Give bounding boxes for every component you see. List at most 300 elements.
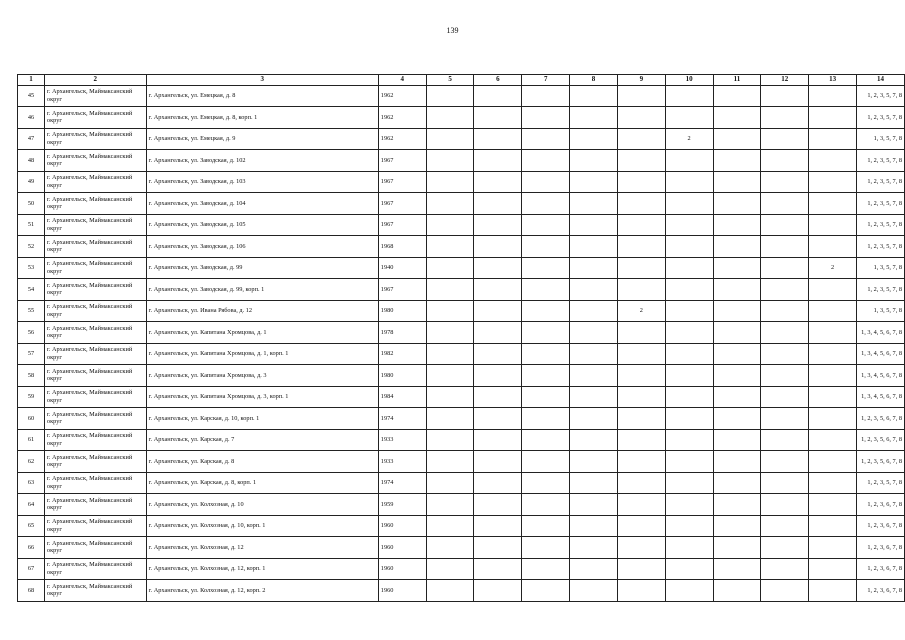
mark-cell-col-13 — [809, 343, 857, 365]
criteria-list-cell: 1, 2, 3, 5, 7, 8 — [857, 236, 905, 258]
mark-cell-col-10 — [665, 214, 713, 236]
criteria-list-cell: 1, 2, 3, 5, 7, 8 — [857, 279, 905, 301]
mark-cell-col-11 — [713, 386, 761, 408]
mark-cell-col-5 — [426, 343, 474, 365]
address-cell: г. Архангельск, ул. Заводская, д. 103 — [146, 171, 378, 193]
mark-cell-col-8 — [570, 515, 618, 537]
mark-cell-col-11 — [713, 279, 761, 301]
mark-cell-col-11 — [713, 322, 761, 344]
row-number-cell: 66 — [18, 537, 45, 559]
mark-cell-col-6 — [474, 150, 522, 172]
row-number-cell: 52 — [18, 236, 45, 258]
mark-cell-col-10 — [665, 451, 713, 473]
address-cell: г. Архангельск, ул. Колхозная, д. 10 — [146, 494, 378, 516]
row-number-cell: 60 — [18, 408, 45, 430]
table-row — [18, 279, 905, 301]
address-cell: г. Архангельск, ул. Капитана Хромцова, д. 1, корп. 1 — [146, 343, 378, 365]
mark-cell-col-12 — [761, 171, 809, 193]
mark-cell-col-9 — [617, 279, 665, 301]
mark-cell-col-7 — [522, 429, 570, 451]
year-cell: 1982 — [378, 343, 426, 365]
year-cell: 1933 — [378, 429, 426, 451]
mark-cell-col-5 — [426, 472, 474, 494]
year-cell: 1962 — [378, 128, 426, 150]
mark-cell-col-11 — [713, 85, 761, 107]
criteria-list-cell: 1, 2, 3, 5, 7, 8 — [857, 150, 905, 172]
table-row — [18, 365, 905, 387]
year-cell: 1968 — [378, 236, 426, 258]
mark-cell-col-8 — [570, 537, 618, 559]
column-header: 8 — [570, 75, 618, 86]
mark-cell-col-7 — [522, 408, 570, 430]
mark-cell-col-5 — [426, 128, 474, 150]
row-number-cell: 50 — [18, 193, 45, 215]
row-number-cell: 51 — [18, 214, 45, 236]
mark-cell-col-13 — [809, 128, 857, 150]
mark-cell-col-7 — [522, 494, 570, 516]
mark-cell-col-11 — [713, 150, 761, 172]
mark-cell-col-5 — [426, 300, 474, 322]
row-number-cell: 57 — [18, 343, 45, 365]
mark-cell-col-7 — [522, 236, 570, 258]
criteria-list-cell: 1, 2, 3, 5, 7, 8 — [857, 107, 905, 129]
mark-cell-col-6 — [474, 537, 522, 559]
mark-cell-col-6 — [474, 408, 522, 430]
mark-cell-col-12 — [761, 193, 809, 215]
column-header: 6 — [474, 75, 522, 86]
mark-cell-col-8 — [570, 558, 618, 580]
table-row — [18, 107, 905, 129]
mark-cell-col-8 — [570, 193, 618, 215]
criteria-list-cell: 1, 2, 3, 5, 7, 8 — [857, 472, 905, 494]
table-row — [18, 429, 905, 451]
mark-cell-col-10 — [665, 558, 713, 580]
mark-cell-col-7 — [522, 343, 570, 365]
mark-cell-col-10 — [665, 150, 713, 172]
mark-cell-col-6 — [474, 386, 522, 408]
district-cell: г. Архангельск, Маймаксанский округ — [44, 408, 146, 430]
mark-cell-col-12 — [761, 300, 809, 322]
mark-cell-col-7 — [522, 580, 570, 602]
row-number-cell: 68 — [18, 580, 45, 602]
address-cell: г. Архангельск, ул. Колхозная, д. 10, корп. 1 — [146, 515, 378, 537]
mark-cell-col-7 — [522, 365, 570, 387]
mark-cell-col-10 — [665, 300, 713, 322]
mark-cell-col-12 — [761, 494, 809, 516]
mark-cell-col-7 — [522, 107, 570, 129]
mark-cell-col-11 — [713, 214, 761, 236]
mark-cell-col-9 — [617, 236, 665, 258]
mark-cell-col-10 — [665, 257, 713, 279]
address-cell: г. Архангельск, ул. Колхозная, д. 12 — [146, 537, 378, 559]
mark-cell-col-10 — [665, 580, 713, 602]
district-cell: г. Архангельск, Маймаксанский округ — [44, 365, 146, 387]
table-body — [18, 85, 905, 601]
row-number-cell: 55 — [18, 300, 45, 322]
address-cell: г. Архангельск, ул. Емецкая, д. 9 — [146, 128, 378, 150]
address-cell: г. Архангельск, ул. Заводская, д. 106 — [146, 236, 378, 258]
address-cell: г. Архангельск, ул. Заводская, д. 104 — [146, 193, 378, 215]
mark-cell-col-10 — [665, 343, 713, 365]
mark-cell-col-5 — [426, 451, 474, 473]
mark-cell-col-13: 2 — [809, 257, 857, 279]
mark-cell-col-6 — [474, 472, 522, 494]
mark-cell-col-5 — [426, 236, 474, 258]
mark-cell-col-10 — [665, 279, 713, 301]
mark-cell-col-5 — [426, 580, 474, 602]
row-number-cell: 49 — [18, 171, 45, 193]
criteria-list-cell: 1, 2, 3, 5, 7, 8 — [857, 193, 905, 215]
mark-cell-col-6 — [474, 171, 522, 193]
address-cell: г. Архангельск, ул. Капитана Хромцова, д. 1 — [146, 322, 378, 344]
mark-cell-col-11 — [713, 343, 761, 365]
column-header: 4 — [378, 75, 426, 86]
table-row — [18, 386, 905, 408]
mark-cell-col-8 — [570, 279, 618, 301]
mark-cell-col-8 — [570, 494, 618, 516]
table-row — [18, 150, 905, 172]
address-cell: г. Архангельск, ул. Ивана Рябова, д. 12 — [146, 300, 378, 322]
housing-registry-table — [17, 74, 905, 602]
mark-cell-col-10 — [665, 537, 713, 559]
mark-cell-col-7 — [522, 193, 570, 215]
mark-cell-col-9 — [617, 451, 665, 473]
mark-cell-col-13 — [809, 365, 857, 387]
table-row — [18, 322, 905, 344]
table-row — [18, 580, 905, 602]
row-number-cell: 59 — [18, 386, 45, 408]
district-cell: г. Архангельск, Маймаксанский округ — [44, 322, 146, 344]
table-row — [18, 537, 905, 559]
year-cell: 1933 — [378, 451, 426, 473]
year-cell: 1974 — [378, 472, 426, 494]
mark-cell-col-12 — [761, 472, 809, 494]
mark-cell-col-9 — [617, 193, 665, 215]
mark-cell-col-10 — [665, 171, 713, 193]
mark-cell-col-7 — [522, 558, 570, 580]
mark-cell-col-12 — [761, 214, 809, 236]
mark-cell-col-8 — [570, 107, 618, 129]
criteria-list-cell: 1, 2, 3, 5, 7, 8 — [857, 85, 905, 107]
district-cell: г. Архангельск, Маймаксанский округ — [44, 214, 146, 236]
mark-cell-col-9 — [617, 580, 665, 602]
mark-cell-col-11 — [713, 494, 761, 516]
address-cell: г. Архангельск, ул. Заводская, д. 99, корп. 1 — [146, 279, 378, 301]
mark-cell-col-12 — [761, 107, 809, 129]
table-row — [18, 214, 905, 236]
mark-cell-col-11 — [713, 408, 761, 430]
mark-cell-col-13 — [809, 386, 857, 408]
column-header: 2 — [44, 75, 146, 86]
mark-cell-col-9 — [617, 408, 665, 430]
district-cell: г. Архангельск, Маймаксанский округ — [44, 300, 146, 322]
address-cell: г. Архангельск, ул. Карская, д. 7 — [146, 429, 378, 451]
mark-cell-col-8 — [570, 128, 618, 150]
mark-cell-col-13 — [809, 515, 857, 537]
mark-cell-col-8 — [570, 171, 618, 193]
mark-cell-col-13 — [809, 580, 857, 602]
mark-cell-col-9 — [617, 150, 665, 172]
mark-cell-col-9 — [617, 128, 665, 150]
mark-cell-col-10 — [665, 365, 713, 387]
mark-cell-col-11 — [713, 107, 761, 129]
mark-cell-col-8 — [570, 257, 618, 279]
mark-cell-col-6 — [474, 128, 522, 150]
column-header: 5 — [426, 75, 474, 86]
mark-cell-col-7 — [522, 472, 570, 494]
mark-cell-col-9: 2 — [617, 300, 665, 322]
district-cell: г. Архангельск, Маймаксанский округ — [44, 494, 146, 516]
mark-cell-col-11 — [713, 515, 761, 537]
row-number-cell: 48 — [18, 150, 45, 172]
district-cell: г. Архангельск, Маймаксанский округ — [44, 515, 146, 537]
mark-cell-col-13 — [809, 171, 857, 193]
year-cell: 1967 — [378, 279, 426, 301]
criteria-list-cell: 1, 2, 3, 5, 7, 8 — [857, 171, 905, 193]
address-cell: г. Архангельск, ул. Заводская, д. 99 — [146, 257, 378, 279]
row-number-cell: 46 — [18, 107, 45, 129]
mark-cell-col-6 — [474, 515, 522, 537]
address-cell: г. Архангельск, ул. Карская, д. 8, корп. 1 — [146, 472, 378, 494]
year-cell: 1962 — [378, 85, 426, 107]
mark-cell-col-12 — [761, 365, 809, 387]
table-row — [18, 193, 905, 215]
mark-cell-col-8 — [570, 386, 618, 408]
district-cell: г. Архангельск, Маймаксанский округ — [44, 537, 146, 559]
mark-cell-col-10 — [665, 429, 713, 451]
mark-cell-col-7 — [522, 322, 570, 344]
mark-cell-col-6 — [474, 193, 522, 215]
mark-cell-col-9 — [617, 429, 665, 451]
criteria-list-cell: 1, 3, 4, 5, 6, 7, 8 — [857, 386, 905, 408]
criteria-list-cell: 1, 3, 4, 5, 6, 7, 8 — [857, 322, 905, 344]
table-header-row — [18, 75, 905, 86]
mark-cell-col-6 — [474, 451, 522, 473]
mark-cell-col-7 — [522, 451, 570, 473]
mark-cell-col-13 — [809, 537, 857, 559]
mark-cell-col-12 — [761, 85, 809, 107]
mark-cell-col-9 — [617, 386, 665, 408]
mark-cell-col-8 — [570, 300, 618, 322]
mark-cell-col-8 — [570, 85, 618, 107]
criteria-list-cell: 1, 3, 5, 7, 8 — [857, 257, 905, 279]
mark-cell-col-6 — [474, 214, 522, 236]
year-cell: 1967 — [378, 150, 426, 172]
mark-cell-col-5 — [426, 365, 474, 387]
mark-cell-col-7 — [522, 537, 570, 559]
mark-cell-col-9 — [617, 558, 665, 580]
mark-cell-col-9 — [617, 257, 665, 279]
table-row — [18, 128, 905, 150]
column-header: 12 — [761, 75, 809, 86]
criteria-list-cell: 1, 2, 3, 5, 6, 7, 8 — [857, 408, 905, 430]
year-cell: 1962 — [378, 107, 426, 129]
mark-cell-col-12 — [761, 150, 809, 172]
mark-cell-col-12 — [761, 322, 809, 344]
mark-cell-col-10 — [665, 494, 713, 516]
mark-cell-col-12 — [761, 429, 809, 451]
mark-cell-col-10 — [665, 193, 713, 215]
mark-cell-col-10 — [665, 515, 713, 537]
mark-cell-col-11 — [713, 128, 761, 150]
row-number-cell: 64 — [18, 494, 45, 516]
mark-cell-col-13 — [809, 214, 857, 236]
year-cell: 1940 — [378, 257, 426, 279]
mark-cell-col-11 — [713, 171, 761, 193]
mark-cell-col-9 — [617, 472, 665, 494]
mark-cell-col-11 — [713, 365, 761, 387]
mark-cell-col-10 — [665, 386, 713, 408]
mark-cell-col-5 — [426, 408, 474, 430]
mark-cell-col-5 — [426, 558, 474, 580]
mark-cell-col-6 — [474, 236, 522, 258]
mark-cell-col-8 — [570, 236, 618, 258]
row-number-cell: 47 — [18, 128, 45, 150]
district-cell: г. Архангельск, Маймаксанский округ — [44, 279, 146, 301]
mark-cell-col-5 — [426, 214, 474, 236]
mark-cell-col-6 — [474, 300, 522, 322]
district-cell: г. Архангельск, Маймаксанский округ — [44, 85, 146, 107]
district-cell: г. Архангельск, Маймаксанский округ — [44, 257, 146, 279]
mark-cell-col-12 — [761, 279, 809, 301]
mark-cell-col-12 — [761, 343, 809, 365]
mark-cell-col-7 — [522, 257, 570, 279]
row-number-cell: 54 — [18, 279, 45, 301]
criteria-list-cell: 1, 2, 3, 6, 7, 8 — [857, 580, 905, 602]
mark-cell-col-6 — [474, 365, 522, 387]
district-cell: г. Архангельск, Маймаксанский округ — [44, 386, 146, 408]
year-cell: 1974 — [378, 408, 426, 430]
mark-cell-col-5 — [426, 494, 474, 516]
table-row — [18, 343, 905, 365]
table-row — [18, 171, 905, 193]
column-header: 3 — [146, 75, 378, 86]
mark-cell-col-11 — [713, 451, 761, 473]
mark-cell-col-5 — [426, 322, 474, 344]
mark-cell-col-12 — [761, 257, 809, 279]
mark-cell-col-12 — [761, 558, 809, 580]
criteria-list-cell: 1, 2, 3, 6, 7, 8 — [857, 558, 905, 580]
table-row — [18, 494, 905, 516]
mark-cell-col-12 — [761, 537, 809, 559]
district-cell: г. Архангельск, Маймаксанский округ — [44, 193, 146, 215]
mark-cell-col-6 — [474, 558, 522, 580]
mark-cell-col-11 — [713, 300, 761, 322]
district-cell: г. Архангельск, Маймаксанский округ — [44, 128, 146, 150]
mark-cell-col-9 — [617, 537, 665, 559]
mark-cell-col-5 — [426, 429, 474, 451]
mark-cell-col-6 — [474, 107, 522, 129]
column-header: 11 — [713, 75, 761, 86]
row-number-cell: 62 — [18, 451, 45, 473]
mark-cell-col-11 — [713, 429, 761, 451]
mark-cell-col-13 — [809, 236, 857, 258]
mark-cell-col-6 — [474, 257, 522, 279]
mark-cell-col-5 — [426, 171, 474, 193]
mark-cell-col-8 — [570, 365, 618, 387]
mark-cell-col-13 — [809, 150, 857, 172]
row-number-cell: 53 — [18, 257, 45, 279]
address-cell: г. Архангельск, ул. Капитана Хромцова, д. 3 — [146, 365, 378, 387]
mark-cell-col-10 — [665, 322, 713, 344]
table-row — [18, 257, 905, 279]
year-cell: 1967 — [378, 171, 426, 193]
mark-cell-col-13 — [809, 279, 857, 301]
year-cell: 1980 — [378, 300, 426, 322]
year-cell: 1978 — [378, 322, 426, 344]
mark-cell-col-7 — [522, 128, 570, 150]
page-number: 139 — [446, 26, 459, 35]
mark-cell-col-7 — [522, 300, 570, 322]
mark-cell-col-12 — [761, 451, 809, 473]
address-cell: г. Архангельск, ул. Карская, д. 10, корп. 1 — [146, 408, 378, 430]
criteria-list-cell: 1, 3, 4, 5, 6, 7, 8 — [857, 343, 905, 365]
year-cell: 1980 — [378, 365, 426, 387]
mark-cell-col-12 — [761, 128, 809, 150]
column-header: 9 — [617, 75, 665, 86]
mark-cell-col-9 — [617, 85, 665, 107]
mark-cell-col-9 — [617, 107, 665, 129]
mark-cell-col-13 — [809, 300, 857, 322]
criteria-list-cell: 1, 2, 3, 5, 6, 7, 8 — [857, 429, 905, 451]
table-row — [18, 451, 905, 473]
mark-cell-col-5 — [426, 515, 474, 537]
mark-cell-col-5 — [426, 279, 474, 301]
mark-cell-col-6 — [474, 85, 522, 107]
mark-cell-col-10 — [665, 107, 713, 129]
mark-cell-col-12 — [761, 386, 809, 408]
mark-cell-col-7 — [522, 85, 570, 107]
address-cell: г. Архангельск, ул. Заводская, д. 105 — [146, 214, 378, 236]
criteria-list-cell: 1, 2, 3, 5, 7, 8 — [857, 214, 905, 236]
column-header: 14 — [857, 75, 905, 86]
mark-cell-col-8 — [570, 472, 618, 494]
mark-cell-col-5 — [426, 150, 474, 172]
row-number-cell: 61 — [18, 429, 45, 451]
mark-cell-col-11 — [713, 193, 761, 215]
row-number-cell: 65 — [18, 515, 45, 537]
mark-cell-col-13 — [809, 472, 857, 494]
mark-cell-col-8 — [570, 322, 618, 344]
year-cell: 1959 — [378, 494, 426, 516]
address-cell: г. Архангельск, ул. Емецкая, д. 8, корп. 1 — [146, 107, 378, 129]
mark-cell-col-11 — [713, 558, 761, 580]
column-header: 13 — [809, 75, 857, 86]
mark-cell-col-7 — [522, 515, 570, 537]
mark-cell-col-7 — [522, 171, 570, 193]
mark-cell-col-6 — [474, 343, 522, 365]
mark-cell-col-12 — [761, 408, 809, 430]
year-cell: 1984 — [378, 386, 426, 408]
mark-cell-col-10 — [665, 85, 713, 107]
mark-cell-col-13 — [809, 322, 857, 344]
table-row — [18, 472, 905, 494]
district-cell: г. Архангельск, Маймаксанский округ — [44, 472, 146, 494]
mark-cell-col-5 — [426, 386, 474, 408]
mark-cell-col-8 — [570, 150, 618, 172]
mark-cell-col-9 — [617, 494, 665, 516]
criteria-list-cell: 1, 2, 3, 5, 6, 7, 8 — [857, 451, 905, 473]
mark-cell-col-6 — [474, 494, 522, 516]
mark-cell-col-5 — [426, 85, 474, 107]
mark-cell-col-8 — [570, 580, 618, 602]
year-cell: 1960 — [378, 580, 426, 602]
mark-cell-col-9 — [617, 171, 665, 193]
mark-cell-col-13 — [809, 408, 857, 430]
mark-cell-col-8 — [570, 429, 618, 451]
mark-cell-col-5 — [426, 537, 474, 559]
year-cell: 1960 — [378, 515, 426, 537]
